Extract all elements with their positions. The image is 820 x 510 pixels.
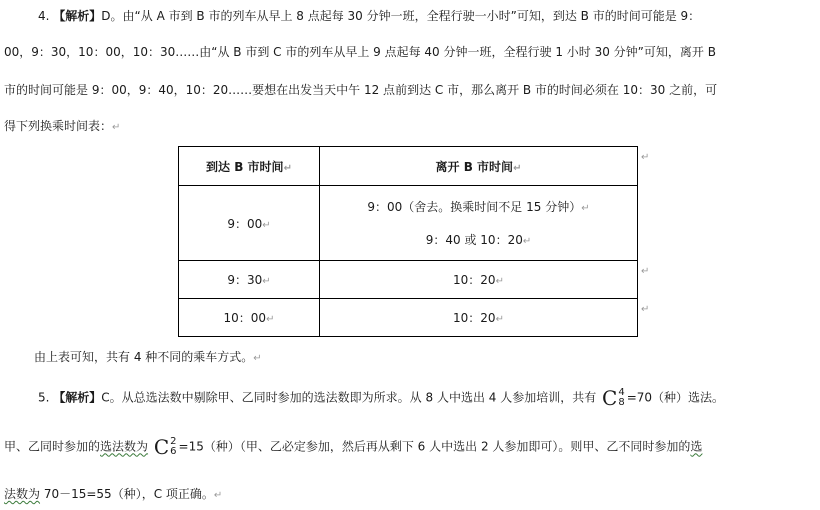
combination-c-8-4: C 4 8 bbox=[602, 386, 625, 410]
table-row bbox=[179, 261, 638, 299]
p5-line1-text: C。从总选法数中剔除甲、乙同时参加的选法数即为所求。从 8 人中选出 4 人参加培训，共有 bbox=[101, 390, 597, 405]
combination-c-6-2: C 2 6 bbox=[153, 435, 177, 459]
p5-line-3: 法数为 70－15=55（种），C 项正确。↵ bbox=[4, 487, 223, 501]
row-end-mark-icon: ↵ bbox=[641, 304, 650, 315]
table-cell-depart: 10：20↵ bbox=[320, 299, 638, 337]
table-cell-depart: 10：20↵ bbox=[320, 261, 638, 299]
p5-line-1 bbox=[38, 388, 724, 408]
p5-number: 5. bbox=[38, 390, 50, 405]
table-row bbox=[179, 299, 638, 337]
summary-text: 由上表可知，共有 4 种不同的乘车方式。 bbox=[34, 350, 254, 364]
row-end-mark-icon: ↵ bbox=[641, 152, 650, 163]
transfer-table bbox=[178, 146, 638, 337]
p4-line-4 bbox=[4, 118, 120, 136]
spell-check-underline: 法数为 bbox=[4, 487, 41, 501]
table-cell-depart bbox=[320, 186, 638, 261]
p4-line4-text: 得下列换乘时间表： bbox=[4, 119, 113, 133]
table-header-depart: 离开 B 市时间↵ bbox=[320, 147, 638, 186]
spell-check-underline: 选 bbox=[690, 439, 703, 454]
spell-check-underline: 选法数为 bbox=[100, 439, 149, 454]
table-cell-arrive: 9：00↵ bbox=[179, 186, 320, 261]
table-cell-arrive: 10：00↵ bbox=[179, 299, 320, 337]
p5-line1-tail: =70（种）选法。 bbox=[626, 390, 725, 405]
return-mark-icon: ↵ bbox=[112, 122, 121, 133]
table-row bbox=[179, 186, 638, 261]
depart-option-2: 9：40 或 10：20↵ bbox=[425, 233, 532, 247]
depart-option-1: 9：00（舍去。换乘时间不足 15 分钟）↵ bbox=[367, 200, 590, 214]
p4-line2-text: 00，9：30，10：00，10：30……由“从 B 市到 C 市的列车从早上 9 点起每 40 分钟一班，全程行驶 1 小时 30 分钟”可知，离开 B bbox=[4, 45, 716, 59]
return-mark-icon: ↵ bbox=[213, 490, 223, 501]
p4-tag: 【解析】 bbox=[53, 9, 102, 23]
table-header-row bbox=[179, 147, 638, 186]
row-end-mark-icon: ↵ bbox=[641, 266, 650, 277]
p5-tag: 【解析】 bbox=[53, 390, 102, 405]
return-mark-icon: ↵ bbox=[253, 353, 262, 364]
summary-line bbox=[34, 349, 262, 367]
p4-line-1 bbox=[38, 8, 700, 24]
p4-number: 4. bbox=[38, 9, 50, 23]
table-header-arrive: 到达 B 市时间↵ bbox=[179, 147, 320, 186]
p4-line-3 bbox=[4, 82, 717, 98]
p5-line-2: 甲、乙同时参加的选法数为 C 2 6 =15（种）（甲、乙必定参加，然后再从剩下 6 人中选出 2 人参加即可）。则甲、乙不同时参加的选 bbox=[4, 435, 703, 459]
p4-line-2 bbox=[4, 44, 716, 60]
p4-line1-text: D。由“从 A 市到 B 市的列车从早上 8 点起每 30 分钟一班，全程行驶一小时”可知，到达 B 市的时间可能是 9： bbox=[101, 9, 701, 23]
table-cell-arrive: 9：30↵ bbox=[179, 261, 320, 299]
p4-line3-text: 市的时间可能是 9：00，9：40，10：20……要想在出发当天中午 12 点前到达 C 市，那么离开 B 市的时间必须在 10：30 之前，可 bbox=[4, 83, 718, 97]
